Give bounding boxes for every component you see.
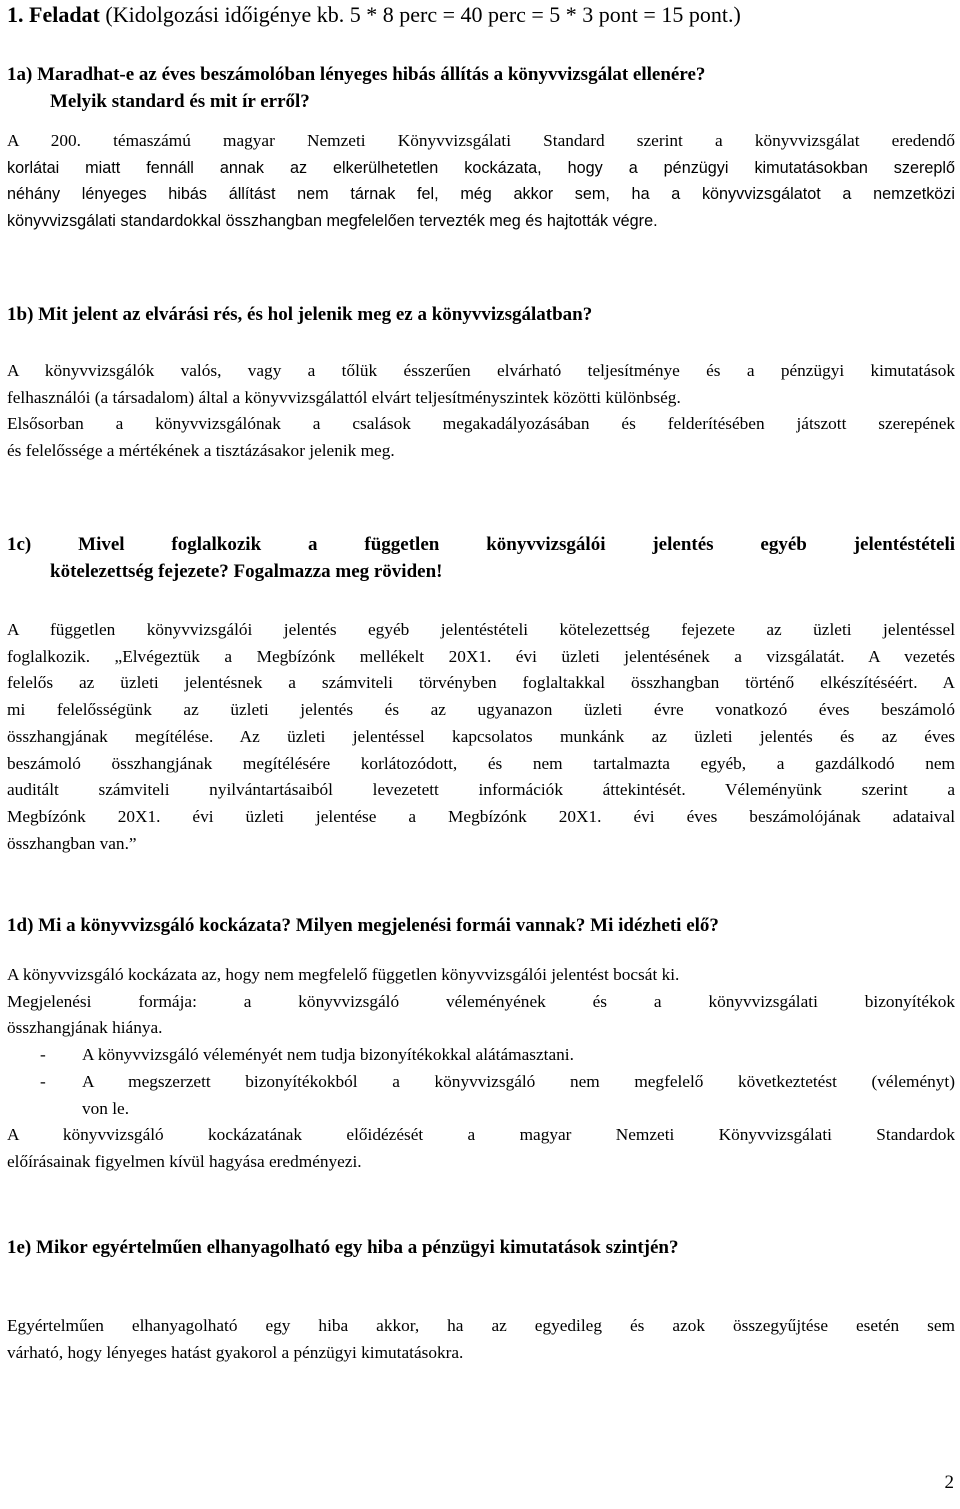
question-1d-line: 1d) Mi a könyvvizsgáló kockázata? Milyen megjelenési formái vannak? Mi idézheti elő? xyxy=(7,915,719,936)
question-1b xyxy=(7,302,955,329)
answer-1b-line-1: A könyvvizsgálók valós, vagy a tőlük ésszerűen elvárható teljesítménye és a pénzügyi kimutatások xyxy=(7,361,955,380)
risk-form-item-2-line-1: A megszerzett bizonyítékokból a könyvvizsgáló nem megfelelő következtetést (véleményt) xyxy=(82,1071,955,1091)
answer-1b-line-4: és felelőssége a mértékének a tisztázásakor jelenik meg. xyxy=(7,441,395,461)
question-1c-line-1: 1c) Mivel foglalkozik a független könyvvizsgálói jelentés egyéb jelentéstételi xyxy=(7,534,955,555)
answer-1b xyxy=(7,358,955,465)
risk-form-item-1 xyxy=(7,1042,955,1069)
question-1b-line: 1b) Mit jelent az elvárási rés, és hol jelenik meg ez a könyvvizsgálatban? xyxy=(7,304,593,325)
question-1e xyxy=(7,1235,955,1262)
answer-1c-line-2: foglalkozik. „Elvégeztük a Megbízónk mellékelt 20X1. évi üzleti jelentésének a vizsgálatát. A vezetés xyxy=(7,646,955,666)
answer-1a-line-3: néhány lényeges hibás állítást nem tárnak fel, még akkor sem, ha a könyvvizsgálatot a nemzetközi xyxy=(7,185,955,204)
question-1a xyxy=(7,62,955,115)
answer-1c xyxy=(7,617,955,857)
answer-1a-line-2: korlátai miatt fennáll annak az elkerülhetetlen kockázata, hogy a pénzügyi kimutatásokban szereplő xyxy=(7,158,955,177)
answer-1c-line-6: beszámoló összhangjának megítélésére korlátozódott, és nem tartalmazta egyéb, a gazdálkodó nem xyxy=(7,753,955,773)
answer-1a xyxy=(7,128,955,235)
answer-1d-line-1: A könyvvizsgáló kockázata az, hogy nem megfelelő független könyvvizsgálói jelentést bocsát ki. xyxy=(7,965,680,984)
answer-1d xyxy=(7,962,955,1176)
answer-1a-line-4: könyvvizsgálati standardokkal összhangban megfelelően tervezték meg és hajtották végre. xyxy=(7,212,658,231)
answer-1c-line-1: A független könyvvizsgálói jelentés egyéb jelentéstételi kötelezettség fejezete az üzleti jelentéssel xyxy=(7,620,955,639)
answer-1d-line-3: összhangjának hiánya. xyxy=(7,1018,163,1038)
answer-1e-line-2: várható, hogy lényeges hatást gyakorol a pénzügyi kimutatásokra. xyxy=(7,1342,464,1362)
risk-form-item-2-line-2: von le. xyxy=(82,1098,130,1118)
answer-1e xyxy=(7,1313,955,1366)
answer-1b-line-3: Elsősorban a könyvvizsgálónak a csalások megakadályozásában és felderítésében játszott szerepének xyxy=(7,414,955,434)
answer-1c-line-4: mi felelősségünk az üzleti jelentés és az ugyanazon üzleti évre vonatkozó éves beszámoló xyxy=(7,700,955,720)
exercise-title-bold: 1. Feladat xyxy=(7,2,100,27)
question-1c xyxy=(7,532,955,585)
page-number: 2 xyxy=(944,1472,954,1493)
question-1e-line: 1e) Mikor egyértelműen elhanyagolható egy hiba a pénzügyi kimutatások szintjén? xyxy=(7,1237,679,1258)
list-dash: - xyxy=(40,1071,46,1091)
answer-1c-line-8: Megbízónk 20X1. évi üzleti jelentése a Megbízónk 20X1. évi éves beszámolójának adataival xyxy=(7,806,955,826)
answer-1e-line-1: Egyértelműen elhanyagolható egy hiba akkor, ha az egyedileg és azok összegyűjtése esetén sem xyxy=(7,1316,955,1335)
answer-1c-line-9: összhangban van.” xyxy=(7,833,137,853)
risk-form-item-1-text: A könyvvizsgáló véleményét nem tudja bizonyítékokkal alátámasztani. xyxy=(82,1045,574,1065)
risk-form-item-2 xyxy=(7,1069,955,1122)
list-dash: - xyxy=(40,1045,46,1065)
answer-1b-line-2: felhasználói (a társadalom) által a könyvvizsgálattól elvárt teljesítményszintek közötti különbség. xyxy=(7,387,681,407)
question-1a-line-1: 1a) Maradhat-e az éves beszámolóban lényeges hibás állítás a könyvvizsgálat ellenére? xyxy=(7,64,706,85)
question-1d xyxy=(7,913,955,940)
answer-1c-line-3: felelős az üzleti jelentésnek a számviteli törvényben foglaltakkal összhangban történő elkészítéséért. A xyxy=(7,673,955,693)
answer-1d-line-2: Megjelenési formája: a könyvvizsgáló véleményének és a könyvvizsgálati bizonyítékok xyxy=(7,991,955,1011)
exercise-title xyxy=(7,1,741,29)
answer-1a-line-1: A 200. témaszámú magyar Nemzeti Könyvvizsgálati Standard szerint a könyvvizsgálat eredendő xyxy=(7,131,955,150)
answer-1c-line-5: összhangjának megítélése. Az üzleti jelentéssel kapcsolatos munkánk az üzleti jelentés és az éves xyxy=(7,726,955,746)
answer-1d-line-5: előírásainak figyelmen kívül hagyása eredményezi. xyxy=(7,1151,362,1171)
exercise-title-rest: (Kidolgozási időigénye kb. 5 * 8 perc = 40 perc = 5 * 3 pont = 15 pont.) xyxy=(99,2,741,27)
question-1c-line-2: kötelezettség fejezete? Fogalmazza meg röviden! xyxy=(50,560,443,582)
question-1a-line-2: Melyik standard és mit ír erről? xyxy=(50,90,310,112)
answer-1c-line-7: auditált számviteli nyilvántartásaiból levezetett információk áttekintését. Véleményünk szerint a xyxy=(7,780,955,800)
answer-1d-line-4: A könyvvizsgáló kockázatának előidézését a magyar Nemzeti Könyvvizsgálati Standardok xyxy=(7,1125,955,1145)
